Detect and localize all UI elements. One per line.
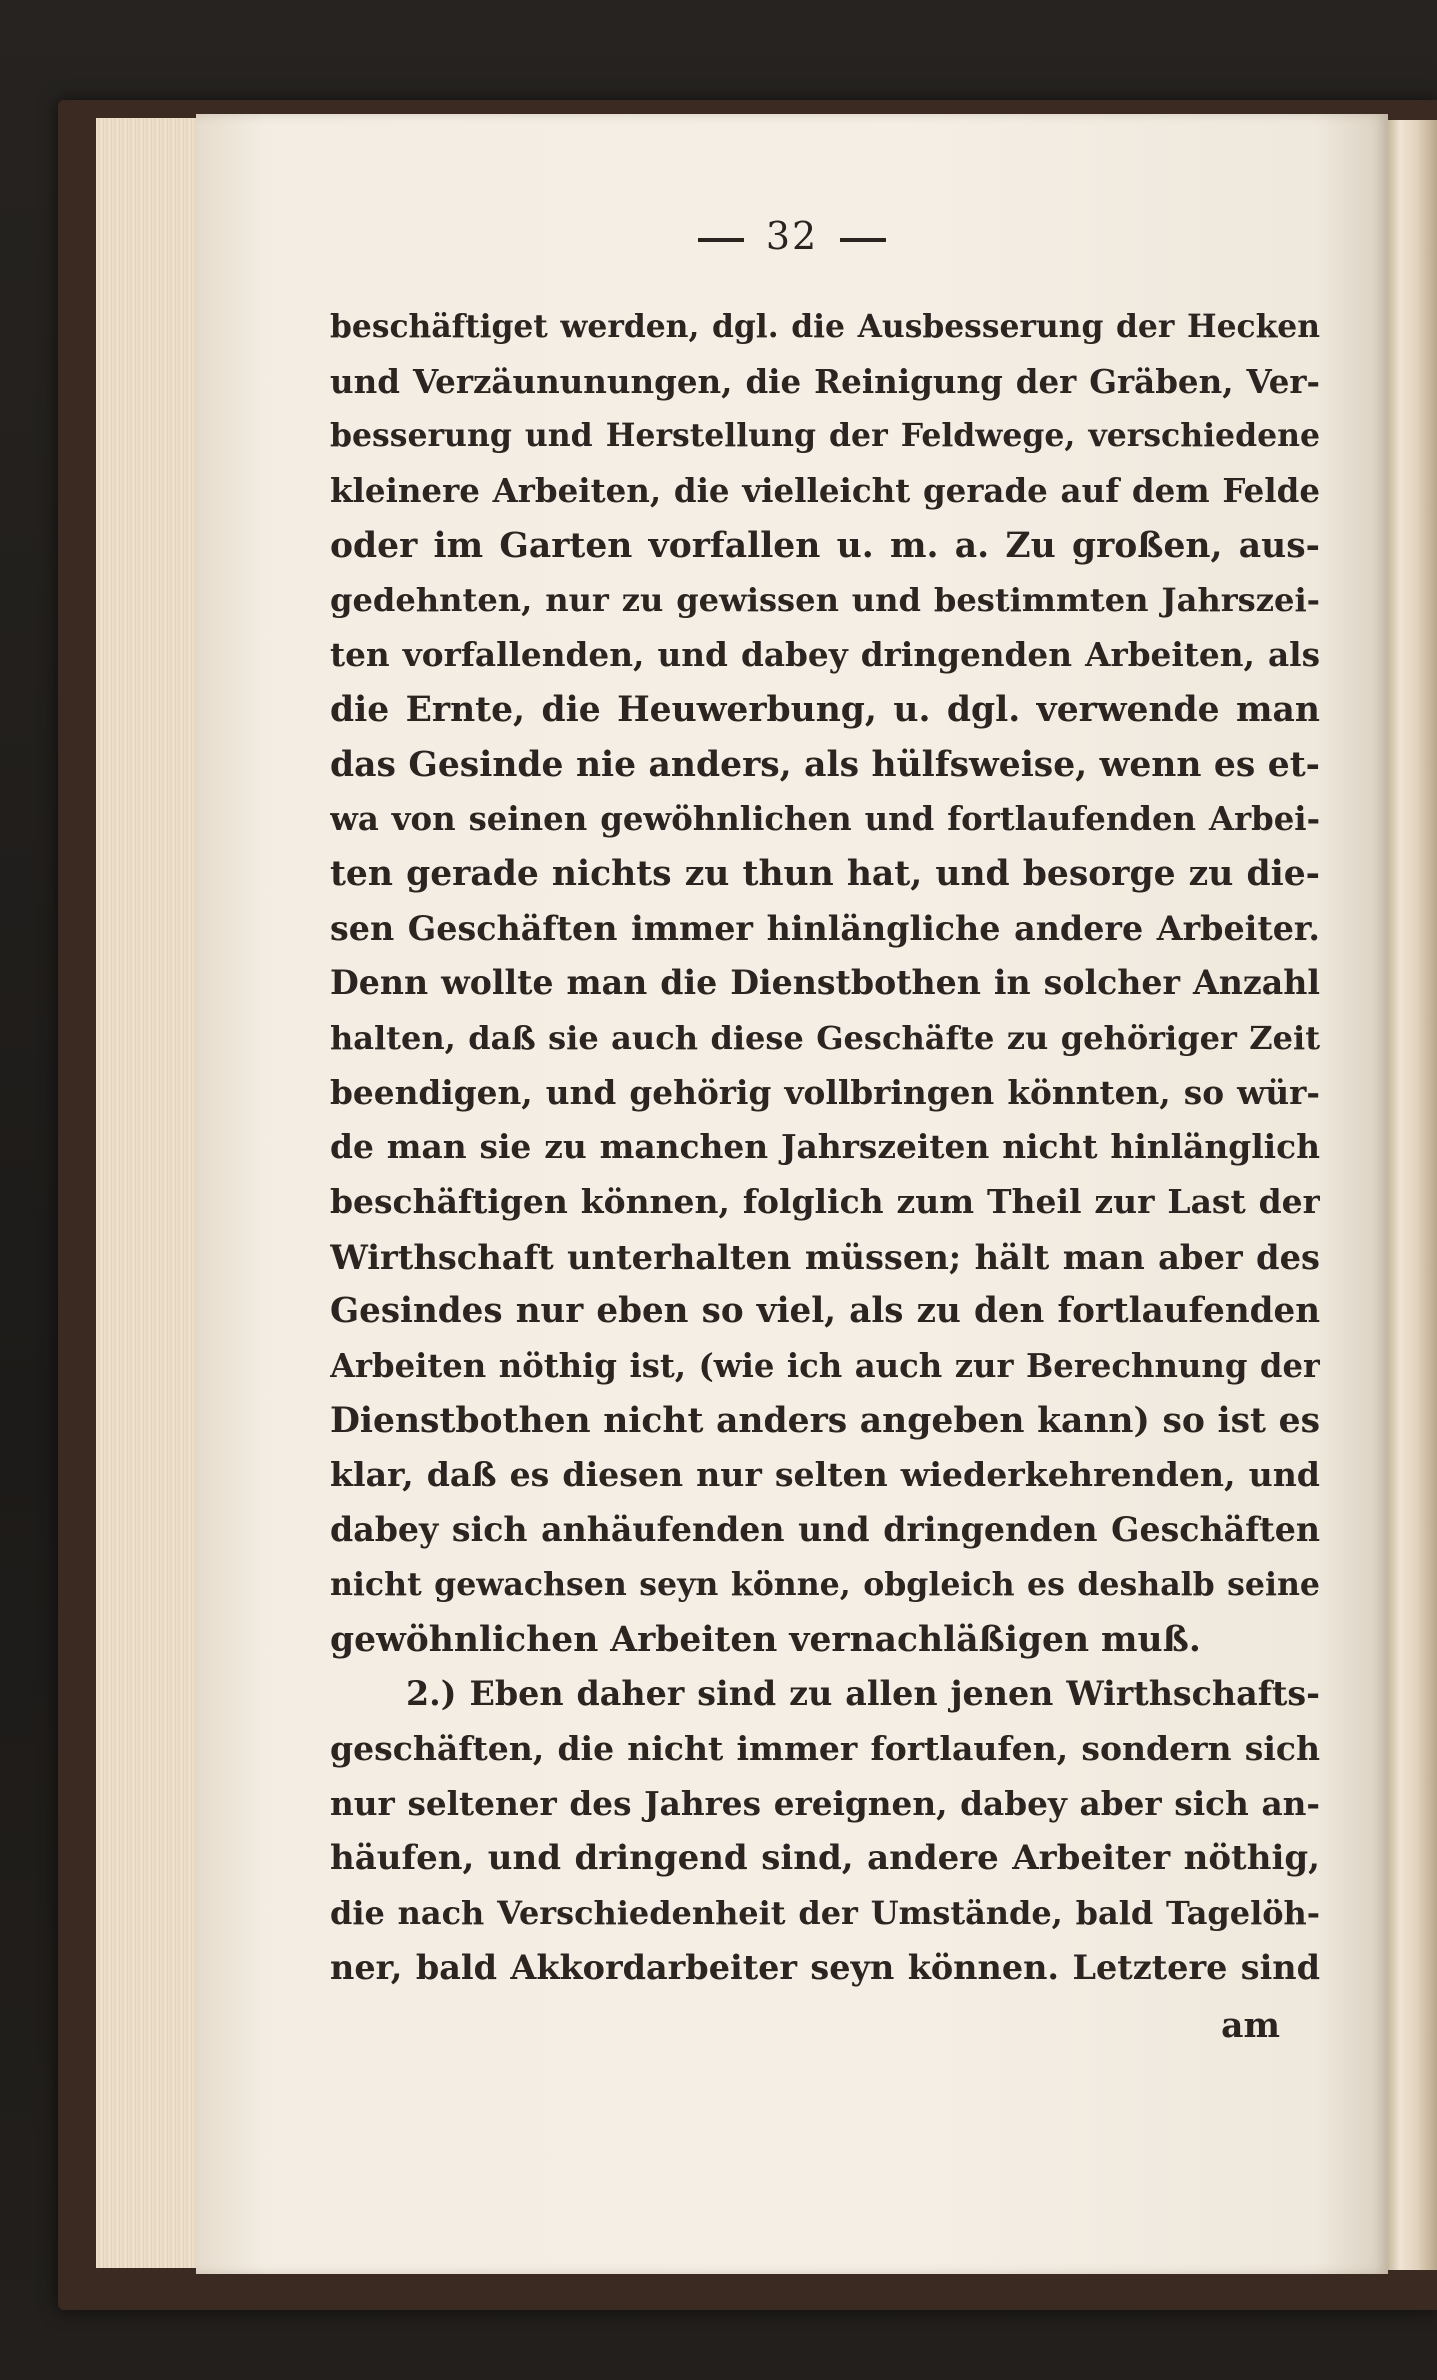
text-line: die Ernte, die Heuwerbung, u. dgl. verwende man [330, 689, 1320, 730]
text-line: wa von seinen gewöhnlichen und fortlaufenden Arbei- [330, 800, 1320, 839]
text-line: halten, daß sie auch diese Geschäfte zu gehöriger Zeit [330, 1018, 1320, 1057]
text-line: Gesindes nur eben so viel, als zu den fortlaufenden [330, 1291, 1320, 1332]
page-header [196, 214, 1388, 258]
text-line: Wirthschaft unterhalten müssen; hält man aber des [330, 1236, 1320, 1277]
text-line: kleinere Arbeiten, die vielleicht gerade auf dem Felde [330, 472, 1320, 511]
header-dash-right [840, 238, 886, 242]
text-line: beschäftigen können, folglich zum Theil zur Last der [330, 1182, 1320, 1221]
text-line: klar, daß es diesen nur selten wiederkehrenden, und [330, 1455, 1320, 1495]
text-line: besserung und Herstellung der Feldwege, verschiedene [330, 417, 1320, 455]
text-line: 2.) Eben daher sind zu allen jenen Wirthschafts- [406, 1674, 1320, 1714]
text-line: das Gesinde nie anders, als hülfsweise, wenn es et- [330, 744, 1320, 785]
text-line: de man sie zu manchen Jahrszeiten nicht hinlänglich [330, 1127, 1320, 1167]
text-line: oder im Garten vorfallen u. m. a. Zu großen, aus- [330, 525, 1320, 566]
catchword: am [1221, 2006, 1280, 2046]
text-line: Arbeiten nöthig ist, (wie ich auch zur Berechnung der [330, 1347, 1320, 1386]
text-line: beendigen, und gehörig vollbringen könnten, so wür- [330, 1072, 1320, 1112]
text-line: ner, bald Akkordarbeiter seyn können. Letztere sind [330, 1947, 1320, 1987]
text-line: Dienstbothen nicht anders angeben kann) so ist es [330, 1400, 1320, 1441]
text-line: die nach Verschiedenheit der Umstände, bald Tagelöh- [330, 1893, 1320, 1932]
page-edges-left [96, 118, 205, 2268]
text-line: sen Geschäften immer hinlängliche andere Arbeiter. [330, 908, 1320, 948]
header-dash-left [698, 238, 744, 242]
text-line: Denn wollte man die Dienstbothen in solcher Anzahl [330, 963, 1320, 1003]
text-line: ten vorfallenden, und dabey dringenden Arbeiten, als [330, 635, 1320, 675]
text-line: gedehnten, nur zu gewissen und bestimmten Jahrszei- [330, 581, 1320, 620]
text-line: ten gerade nichts zu thun hat, und besorge zu die- [330, 853, 1320, 894]
text-line: geschäften, die nicht immer fortlaufen, sondern sich [330, 1728, 1320, 1768]
text-line: dabey sich anhäufenden und dringenden Geschäften [330, 1510, 1320, 1550]
page-edges-right [1388, 120, 1437, 2270]
text-line: nur seltener des Jahres ereignen, dabey aber sich an- [330, 1783, 1320, 1823]
text-line: nicht gewachsen seyn könne, obgleich es deshalb seine [330, 1565, 1320, 1603]
page-number: 32 [765, 214, 819, 258]
text-line: gewöhnlichen Arbeiten vernachläßigen muß. [330, 1619, 1201, 1660]
body-text [330, 300, 1320, 1995]
text-line: beschäftiget werden, dgl. die Ausbesserung der Hecken [330, 309, 1320, 345]
text-line: häufen, und dringend sind, andere Arbeiter nöthig, [330, 1838, 1320, 1879]
text-line: und Verzäununungen, die Reinigung der Gräben, Ver- [330, 361, 1320, 401]
